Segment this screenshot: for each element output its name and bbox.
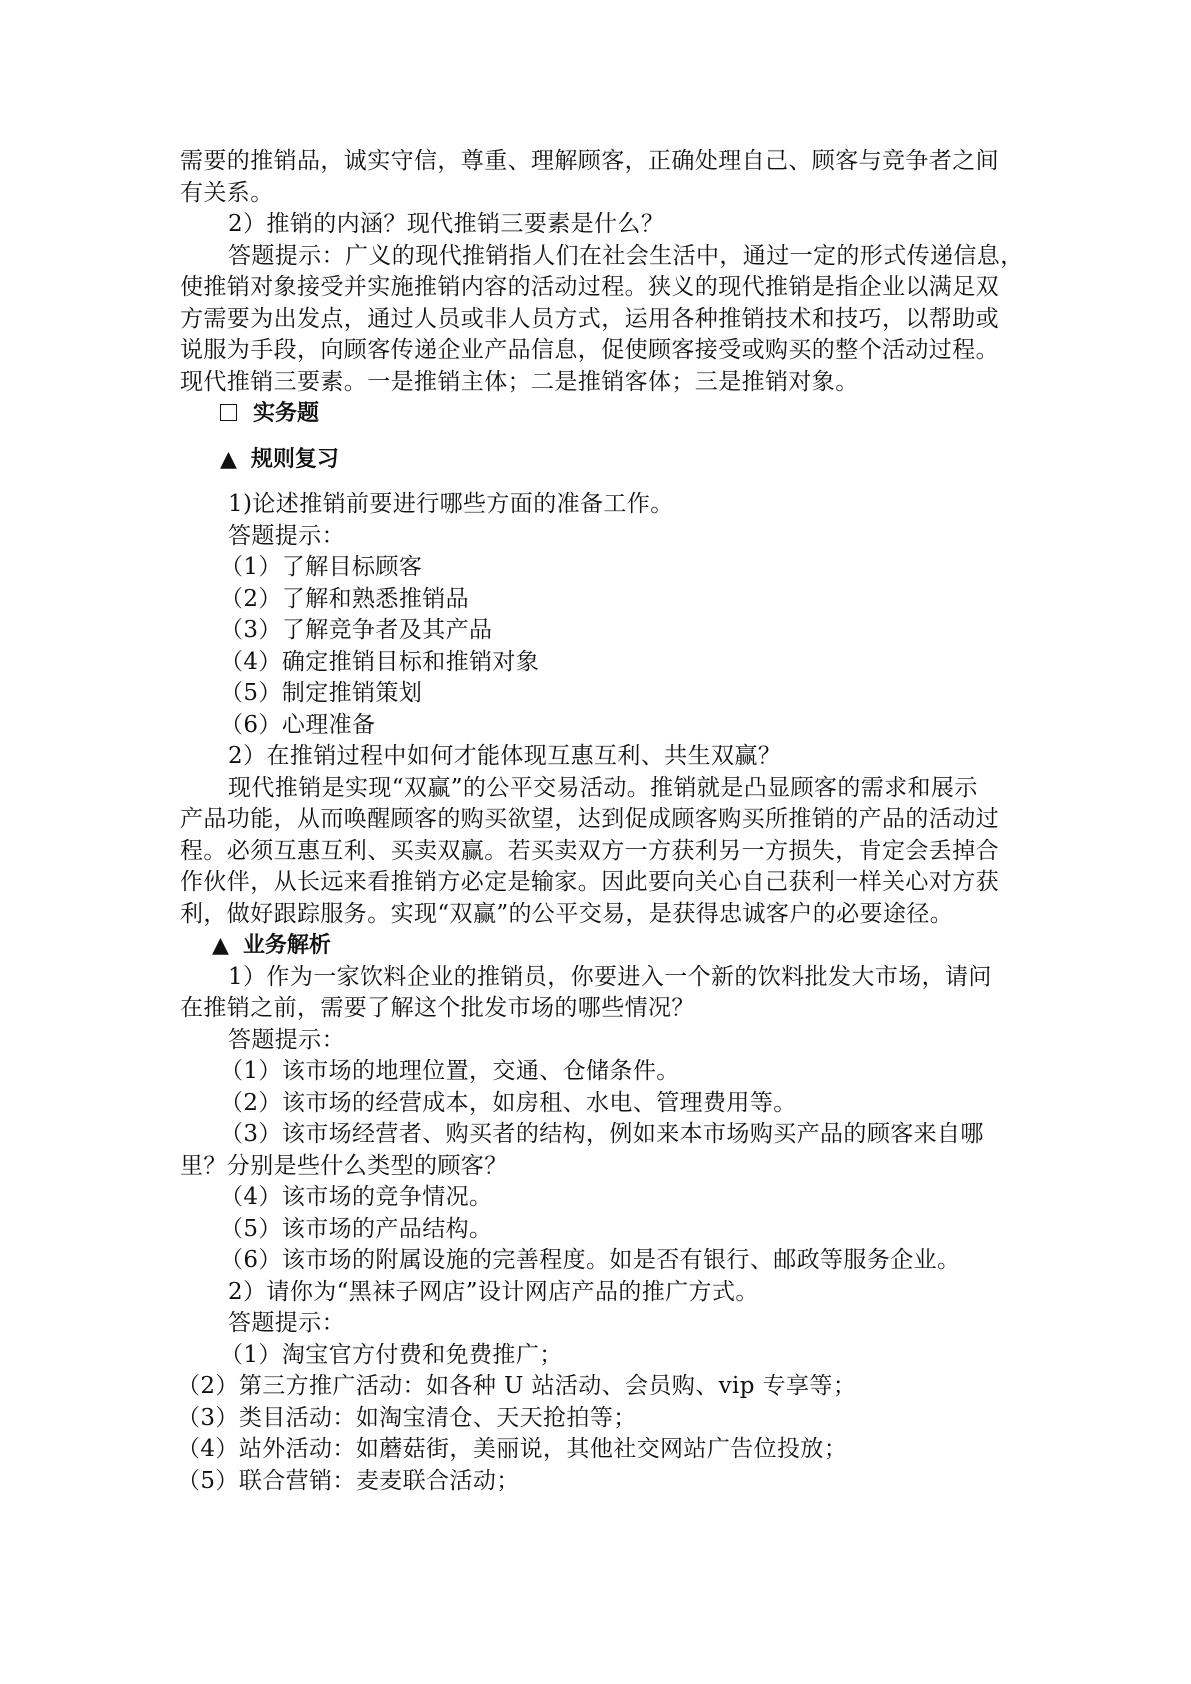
list-item: 里？分别是些什么类型的顾客？: [180, 1152, 508, 1179]
list-item: （1）了解目标顾客: [220, 554, 423, 580]
paragraph-line: 有关系。: [180, 179, 274, 206]
section-heading-label: 业务解析: [242, 933, 331, 958]
triangle-icon: ▲: [220, 446, 237, 472]
list-item: （4）该市场的竞争情况。: [220, 1184, 493, 1210]
question-title: 2）推销的内涵？现代推销三要素是什么？: [228, 211, 665, 237]
answer-hint: 答题提示：: [228, 1026, 345, 1053]
question-title: 2）请你为“黑袜子网店”设计网店产品的推广方式。: [228, 1278, 759, 1305]
list-item: （5）该市场的产品结构。: [220, 1215, 493, 1242]
answer-line: 产品功能，从而唤醒顾客的购买欲望，达到促成顾客购买所推销的产品的活动过: [180, 806, 999, 832]
list-item: （6）心理准备: [220, 711, 376, 738]
question-title: 1)论述推销前要进行哪些方面的准备工作。: [228, 491, 674, 517]
list-item: （3）该市场经营者、购买者的结构，例如来本市场购买产品的顾客来自哪: [220, 1121, 984, 1147]
section-heading-review: [180, 444, 1020, 476]
list-item: （5）制定推销策划: [220, 680, 423, 706]
answer-line: 使推销对象接受并实施推销内容的活动过程。狭义的现代推销是指企业以满足双: [180, 274, 999, 300]
answer-hint: 答题提示：: [228, 1310, 345, 1336]
question-title: 2）在推销过程中如何才能体现互惠互利、共生双赢？: [228, 743, 782, 769]
document-page: [177, 146, 1024, 1497]
answer-line: 说服为手段，向顾客传递企业产品信息，促使顾客接受或购买的整个活动过程。: [180, 337, 999, 363]
answer-line: 程。必须互惠互利、买卖双赢。若买卖双方一方获利另一方损失，肯定会丢掉合: [180, 837, 999, 864]
section-heading-label: 实务题: [253, 401, 320, 426]
answer-line: 方需要为出发点，通过人员或非人员方式，运用各种推销技术和技巧，以帮助或: [180, 305, 999, 332]
list-item: （4）站外活动：如蘑菇街，美丽说，其他社交网站广告位投放；: [177, 1436, 848, 1462]
list-item: （2）了解和熟悉推销品: [220, 585, 470, 612]
answer-hint: 答题提示：: [228, 522, 345, 549]
paragraph-line: 需要的推销品，诚实守信，尊重、理解顾客，正确处理自己、顾客与竞争者之间: [180, 148, 999, 174]
answer-line: 现代推销是实现“双赢”的公平交易活动。推销就是凸显顾客的需求和展示: [228, 774, 978, 801]
list-item: （3）类目活动：如淘宝清仓、天天抢拍等；: [177, 1404, 637, 1431]
list-item: （6）该市场的附属设施的完善程度。如是否有银行、邮政等服务企业。: [220, 1247, 961, 1273]
question-title: 在推销之前，需要了解这个批发市场的哪些情况？: [180, 995, 695, 1021]
answer-line: 答题提示：广义的现代推销指人们在社会生活中，通过一定的形式传递信息，: [228, 242, 1024, 269]
section-heading-label: 规则复习: [250, 446, 339, 472]
section-heading-practice: [180, 398, 1020, 430]
answer-line: 现代推销三要素。一是推销主体；二是推销客体；三是推销对象。: [180, 368, 859, 395]
list-item: （5）联合营销：麦麦联合活动；: [177, 1467, 520, 1494]
question-title: 1）作为一家饮料企业的推销员，你要进入一个新的饮料批发大市场，请问: [228, 963, 992, 990]
answer-line: 利，做好跟踪服务。实现“双赢”的公平交易，是获得忠诚客户的必要途径。: [180, 900, 954, 927]
answer-line: 作伙伴，从长远来看推销方必定是输家。因此要向关心自己获利一样关心对方获: [180, 869, 999, 895]
list-item: （3）了解竞争者及其产品: [220, 617, 493, 643]
list-item: （1）该市场的地理位置，交通、仓储条件。: [220, 1058, 680, 1084]
checkbox-square-icon: [220, 404, 237, 421]
list-item: （2）该市场的经营成本，如房租、水电、管理费用等。: [220, 1089, 797, 1116]
triangle-icon: ▲: [212, 933, 229, 958]
list-item: （2）第三方推广活动：如各种 U 站活动、会员购、vip 专享等；: [177, 1373, 857, 1399]
list-item: （4）确定推销目标和推销对象: [220, 648, 540, 675]
list-item: （1）淘宝官方付费和免费推广；: [220, 1341, 563, 1368]
section-heading-analysis: [180, 930, 1020, 962]
